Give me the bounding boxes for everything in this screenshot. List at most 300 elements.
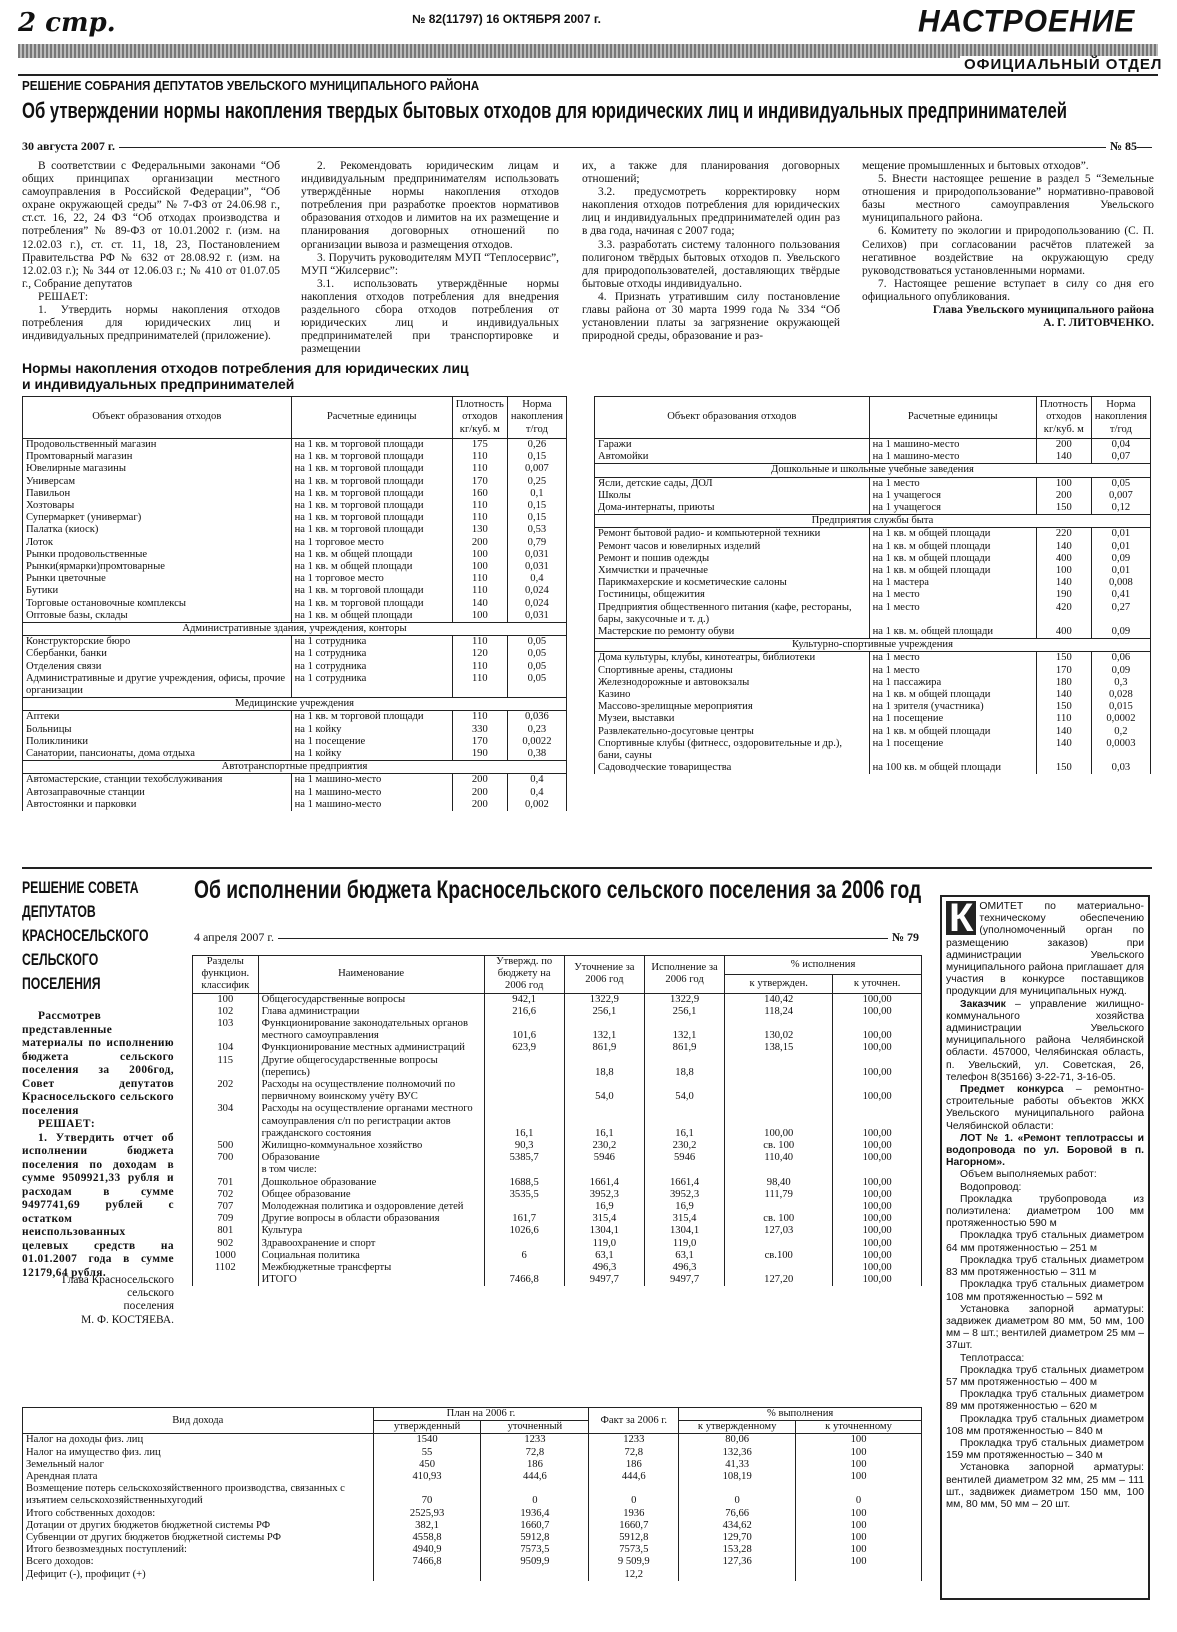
unit-cell: на 1 кв. м торговой площади [291, 463, 452, 475]
value-cell: 1304,1 [644, 1225, 724, 1237]
table-row [193, 1262, 922, 1274]
table-row [23, 488, 567, 500]
value-cell: 256,1 [564, 1006, 644, 1018]
object-cell: Автостоянки и парковки [23, 799, 292, 811]
value-cell [725, 1262, 833, 1274]
name-cell: Всего доходов: [23, 1556, 374, 1568]
object-cell: Химчистки и прачечные [595, 565, 870, 577]
table-row [23, 673, 567, 698]
newspaper-brand: НАСТРОЕНИЕ [918, 4, 1136, 39]
value-cell: св. 100 [725, 1213, 833, 1225]
code-cell: 709 [193, 1213, 259, 1225]
article-date: 30 августа 2007 г. [22, 139, 119, 154]
value-cell: 132,1 [644, 1018, 724, 1042]
norm-cell: 0,25 [507, 476, 566, 488]
value-cell: 9497,7 [644, 1274, 724, 1286]
ad-heat: Теплотрасса: [960, 1352, 1025, 1364]
value-cell [484, 1201, 564, 1213]
a1-col1 [22, 160, 280, 343]
value-cell: 90,3 [484, 1140, 564, 1152]
code-cell: 902 [193, 1238, 259, 1250]
density-cell: 150 [1036, 701, 1091, 713]
value-cell [484, 1079, 564, 1103]
density-cell: 110 [452, 585, 507, 597]
table-row [23, 799, 567, 811]
table-row [193, 1164, 922, 1176]
section-row: Предприятия службы быта [595, 515, 1151, 528]
value-cell [484, 1164, 564, 1176]
value-cell: 9509,9 [481, 1556, 589, 1568]
table-row [23, 1544, 922, 1556]
object-cell: Дома-интернаты, приюты [595, 502, 870, 515]
value-cell: 1322,9 [644, 993, 724, 1006]
code-cell: 202 [193, 1079, 259, 1103]
value-cell [725, 1079, 833, 1103]
table-row [595, 439, 1151, 452]
density-cell: 175 [452, 439, 507, 452]
value-cell: 1540 [373, 1434, 481, 1447]
code-cell [193, 1274, 259, 1286]
table-row [23, 1532, 922, 1544]
value-cell: 153,28 [679, 1544, 796, 1556]
norm-cell: 0,79 [507, 537, 566, 549]
value-cell: 100 [796, 1508, 922, 1520]
col-header: Норма накопления т/год [507, 397, 566, 439]
table-row [23, 451, 567, 463]
unit-cell: на 1 кв. м торговой площади [291, 585, 452, 597]
norm-cell: 0,01 [1091, 528, 1150, 541]
unit-cell: на 1 кв. м общей площади [869, 565, 1036, 577]
code-cell: 707 [193, 1201, 259, 1213]
object-cell: Спортивные арены, стадионы [595, 665, 870, 677]
table-row [23, 661, 567, 673]
value-cell: 100,00 [833, 993, 922, 1006]
table-row [23, 648, 567, 660]
ad-work-item: Прокладка труб стальных диаметром 64 мм протяженностью – 251 м [946, 1230, 1144, 1254]
table-row [23, 1508, 922, 1520]
value-cell: 5912,8 [589, 1532, 679, 1544]
unit-cell: на 1 сотрудника [291, 673, 452, 698]
name-cell: Общегосударственные вопросы [258, 993, 484, 1006]
table-row [595, 689, 1151, 701]
object-cell: Палатка (киоск) [23, 524, 292, 536]
norms-table-left [22, 396, 567, 811]
unit-cell: на 1 кв. м торговой площади [291, 598, 452, 610]
section-row: Автотранспортные предприятия [23, 761, 567, 774]
density-cell: 110 [452, 512, 507, 524]
value-cell: 54,0 [564, 1079, 644, 1103]
name-cell: Социальная политика [258, 1250, 484, 1262]
value-cell: 315,4 [644, 1213, 724, 1225]
value-cell: 100 [796, 1556, 922, 1568]
a1-col2 [301, 160, 559, 356]
col-header: Расчетные единицы [291, 397, 452, 439]
norm-cell: 0,2 [1091, 726, 1150, 738]
norm-cell: 0,27 [1091, 602, 1150, 626]
resolves-label: РЕШАЕТ: [38, 1118, 96, 1130]
norm-cell: 0,09 [1091, 553, 1150, 565]
unit-cell: на 1 посещение [869, 713, 1036, 725]
unit-cell: на 1 машино-место [291, 774, 452, 787]
density-cell: 110 [452, 500, 507, 512]
object-cell: Рынки(ярмарки)промтоварные [23, 561, 292, 573]
value-cell: 623,9 [484, 1042, 564, 1054]
issue-info: № 82(11797) 16 ОКТЯБРЯ 2007 г. [412, 12, 601, 26]
value-cell: 5946 [564, 1152, 644, 1164]
value-cell: 186 [589, 1459, 679, 1471]
value-cell: 100,00 [833, 1225, 922, 1237]
value-cell [679, 1569, 796, 1581]
a2-date: 4 апреля 2007 г. [194, 930, 278, 945]
code-cell: 1000 [193, 1250, 259, 1262]
value-cell: 450 [373, 1459, 481, 1471]
value-cell: 434,62 [679, 1520, 796, 1532]
value-cell: 72,8 [481, 1447, 589, 1459]
density-cell: 180 [1036, 677, 1091, 689]
table-row [23, 1483, 922, 1507]
paragraph: 4. Признать утратившим силу постановление главы района от 30 марта 1999 года № 334 “Об установлении платы за загрязнение окружающей природной среды, образование и раз- [582, 290, 840, 343]
value-cell: 0 [796, 1483, 922, 1507]
table-row [193, 1201, 922, 1213]
value-cell: 129,70 [679, 1532, 796, 1544]
code-cell: 702 [193, 1189, 259, 1201]
norm-cell: 0,002 [507, 799, 566, 811]
density-cell: 120 [452, 648, 507, 660]
unit-cell: на 1 машино-место [291, 787, 452, 799]
section-row: Административные здания, учреждения, конторы [23, 623, 567, 636]
value-cell: 100,00 [833, 1140, 922, 1152]
value-cell: 3952,3 [564, 1189, 644, 1201]
norm-cell: 0,4 [507, 774, 566, 787]
object-cell: Бутики [23, 585, 292, 597]
norm-cell: 0,05 [507, 636, 566, 649]
name-cell: Другие вопросы в области образования [258, 1213, 484, 1225]
a2-kicker-line: ПОСЕЛЕНИЯ [22, 974, 101, 993]
norm-cell: 0,01 [1091, 541, 1150, 553]
object-cell: Конструкторские бюро [23, 636, 292, 649]
table-row [23, 561, 567, 573]
table-row [23, 610, 567, 623]
a1-col4 [862, 160, 1154, 330]
value-cell [484, 1238, 564, 1250]
unit-cell: на 1 посещение [291, 736, 452, 748]
density-cell: 110 [452, 636, 507, 649]
table-row [23, 774, 567, 787]
density-cell: 220 [1036, 528, 1091, 541]
norm-cell: 0,53 [507, 524, 566, 536]
density-cell: 420 [1036, 602, 1091, 626]
norm-cell: 0,05 [507, 673, 566, 698]
density-cell: 200 [1036, 490, 1091, 502]
unit-cell: на 1 кв. м общей площади [869, 553, 1036, 565]
unit-cell: на 1 машино-место [869, 439, 1036, 452]
resolves-label: РЕШАЕТ: [38, 290, 89, 303]
density-cell: 150 [1036, 652, 1091, 665]
code-cell: 104 [193, 1042, 259, 1054]
table-row [23, 500, 567, 512]
table-row [23, 1569, 922, 1581]
table-row [595, 589, 1151, 601]
unit-cell: на 1 сотрудника [291, 648, 452, 660]
paragraph: 3.2. предусмотреть корректировку норм накопления отходов потребления для юридических лиц и индивидуальных предпринимателей один раз в два года, начиная с 2007 года; [582, 186, 840, 238]
section-row: Культурно-спортивные учреждения [595, 639, 1151, 652]
object-cell: Аптеки [23, 711, 292, 724]
page-number: 2 стр. [18, 8, 116, 38]
value-cell [833, 1164, 922, 1176]
unit-cell: на 1 кв. м торговой площади [291, 711, 452, 724]
norm-cell: 0,03 [1091, 762, 1150, 774]
value-cell: 100,00 [833, 1201, 922, 1213]
unit-cell: на 1 торговое место [291, 573, 452, 585]
code-cell: 500 [193, 1140, 259, 1152]
object-cell: Ясли, детские сады, ДОЛ [595, 477, 870, 490]
norm-cell: 0,031 [507, 561, 566, 573]
value-cell: 100,00 [833, 1250, 922, 1262]
unit-cell: на 1 учащегося [869, 502, 1036, 515]
value-cell: 100,00 [833, 1103, 922, 1140]
density-cell: 200 [452, 787, 507, 799]
ad-volume: Объем выполняемых работ: [960, 1169, 1097, 1181]
value-cell: 100 [796, 1459, 922, 1471]
unit-cell: на 1 сотрудника [291, 636, 452, 649]
name-cell: Образование [258, 1152, 484, 1164]
name-cell: ИТОГО [258, 1274, 484, 1286]
unit-cell: на 1 кв. м общей площади [291, 561, 452, 573]
value-cell: 0 [481, 1483, 589, 1507]
name-cell: Расходы на осуществление полномочий по первичному воинскому учёту ВУС [258, 1079, 484, 1103]
name-cell: Функционирование местных администраций [258, 1042, 484, 1054]
ad-work-item: Прокладка труб стальных диаметром 57 мм протяженностью – 400 м [946, 1364, 1144, 1388]
value-cell: 100 [796, 1471, 922, 1483]
norm-cell: 0,007 [1091, 490, 1150, 502]
col-header: Объект образования отходов [23, 397, 292, 439]
object-cell: Продовольственный магазин [23, 439, 292, 452]
value-cell: 1026,6 [484, 1225, 564, 1237]
name-cell: Земельный налог [23, 1459, 374, 1471]
norm-cell: 0,4 [507, 573, 566, 585]
value-cell: 100,00 [833, 1042, 922, 1054]
col-header: Плотность отходов кг/куб. м [1036, 397, 1091, 439]
name-cell: Молодежная политика и оздоровление детей [258, 1201, 484, 1213]
dropcap: К [946, 901, 976, 935]
code-cell: 100 [193, 993, 259, 1006]
section-row: Медицинские учреждения [23, 698, 567, 711]
value-cell [644, 1164, 724, 1176]
table-row [193, 1140, 922, 1152]
norms-title-line: Нормы накопления отходов потребления для юридических лиц [22, 360, 469, 376]
unit-cell: на 1 койку [291, 748, 452, 761]
table-row [595, 451, 1151, 464]
a2-kicker-line: СЕЛЬСКОГО [22, 950, 99, 969]
unit-cell: на 1 зрителя (участника) [869, 701, 1036, 713]
value-cell: 119,0 [564, 1238, 644, 1250]
norm-cell: 0,26 [507, 439, 566, 452]
density-cell: 110 [452, 661, 507, 673]
signature-name: А. Г. ЛИТОВЧЕНКО. [1043, 317, 1154, 330]
norm-cell: 0,09 [1091, 665, 1150, 677]
norms-title [22, 360, 469, 392]
table-row [595, 477, 1151, 490]
norm-cell: 0,01 [1091, 565, 1150, 577]
a2-body [22, 1010, 174, 1280]
value-cell: 9 509,9 [589, 1556, 679, 1568]
object-cell: Казино [595, 689, 870, 701]
value-cell: 1322,9 [564, 993, 644, 1006]
norm-cell: 0,04 [1091, 439, 1150, 452]
ad-work-item: Прокладка трубопровода из полиэтилена: диаметром 100 мм протяженностью 590 м [946, 1193, 1144, 1230]
value-cell: 100,00 [833, 1079, 922, 1103]
unit-cell: на 1 кв. м общей площади [869, 541, 1036, 553]
table-row [23, 724, 567, 736]
value-cell: 100 [796, 1544, 922, 1556]
density-cell: 140 [1036, 451, 1091, 464]
value-cell: 18,8 [644, 1055, 724, 1079]
name-cell: Налог на доходы физ. лиц [23, 1434, 374, 1447]
density-cell: 140 [1036, 541, 1091, 553]
table-row [23, 537, 567, 549]
paragraph: 2. Рекомендовать юридическим лицам и индивидуальным предпринимателям использовать утверждённые нормы накопления отходов потребления при разработке проектов нормативов образования отходов и лимитов на их размещение и планирования договорных отношений по организации вывоза и размещения отходов. [301, 160, 559, 251]
norm-cell: 0,07 [1091, 451, 1150, 464]
value-cell: 16,9 [644, 1201, 724, 1213]
table-row [193, 1177, 922, 1189]
table-row [595, 577, 1151, 589]
density-cell: 170 [452, 736, 507, 748]
table-row [595, 541, 1151, 553]
density-cell: 110 [452, 451, 507, 463]
table-row [595, 602, 1151, 626]
object-cell: Универсам [23, 476, 292, 488]
ad-work-item: Прокладка труб стальных диаметром 83 мм протяженностью – 311 м [946, 1254, 1144, 1279]
object-cell: Развлекательно-досуговые центры [595, 726, 870, 738]
code-cell: 115 [193, 1055, 259, 1079]
unit-cell: на 1 торговое место [291, 537, 452, 549]
density-cell: 140 [452, 598, 507, 610]
table-row [23, 1459, 922, 1471]
table-row [23, 636, 567, 649]
table-row [193, 1152, 922, 1164]
paragraph: В соответствии с Федеральными законами “Об общих принципах организации местного самоуправления в Российской Федерации”, “Об охране окружающей среды” № 7-ФЗ от 24.06.98 г., ст.ст. 16, 22, 24 ФЗ “Об отходах производства и потребления” № 89-ФЗ от 10.01.2002 г. (изм. на 12.02.03 г.), ст. ст. 11, 18, 23, Постановлением Правительства РФ № 632 от 28.08.92 г. (изм. на 12.02.03 г.); № 344 от 12.06.03 г.; № 410 от 01.07.05 г., Собрание депутатов [22, 160, 280, 290]
table-row [23, 573, 567, 585]
value-cell: 100,00 [833, 1213, 922, 1225]
density-cell: 200 [452, 774, 507, 787]
value-cell: 72,8 [589, 1447, 679, 1459]
density-cell: 110 [452, 463, 507, 475]
table-row [23, 1556, 922, 1568]
section-row: Дошкольные и школьные учебные заведения [595, 464, 1151, 477]
object-cell: Ремонт и пошив одежды [595, 553, 870, 565]
name-cell: Культура [258, 1225, 484, 1237]
object-cell: Предприятия общественного питания (кафе, рестораны, бары, закусочные и т. д.) [595, 602, 870, 626]
value-cell: 111,79 [725, 1189, 833, 1201]
density-cell: 100 [452, 610, 507, 623]
value-cell: 100 [796, 1447, 922, 1459]
col-header: к утвержден. [725, 974, 833, 993]
table-row [193, 1018, 922, 1042]
norm-cell: 0,024 [507, 585, 566, 597]
name-cell: Глава администрации [258, 1006, 484, 1018]
norm-cell: 0,09 [1091, 626, 1150, 639]
density-cell: 140 [1036, 577, 1091, 589]
value-cell: 1688,5 [484, 1177, 564, 1189]
a2-kicker [22, 876, 149, 996]
a1-col3 [582, 160, 840, 343]
col-header: к уточнен. [833, 974, 922, 993]
object-cell: Гаражи [595, 439, 870, 452]
value-cell: 70 [373, 1483, 481, 1507]
ad-work-item: Прокладка труб стальных диаметром 89 мм протяженностью – 620 м [946, 1389, 1144, 1413]
unit-cell: на 1 кв. м торговой площади [291, 439, 452, 452]
unit-cell: на 1 кв. м общей площади [291, 610, 452, 623]
density-cell: 200 [452, 799, 507, 811]
unit-cell: на 1 кв. м общей площади [291, 549, 452, 561]
value-cell: 119,0 [644, 1238, 724, 1250]
table-row [595, 738, 1151, 762]
object-cell: Поликлиники [23, 736, 292, 748]
value-cell: 161,7 [484, 1213, 564, 1225]
code-cell: 304 [193, 1103, 259, 1140]
table-row [23, 1471, 922, 1483]
value-cell: 100,00 [833, 1262, 922, 1274]
unit-cell: на 1 кв. м торговой площади [291, 500, 452, 512]
density-cell: 140 [1036, 726, 1091, 738]
value-cell: 444,6 [481, 1471, 589, 1483]
table-row [595, 502, 1151, 515]
value-cell: 230,2 [564, 1140, 644, 1152]
name-cell: Расходы на осуществление органами местного самоуправления с/п по регистрации актов гражданского состояния [258, 1103, 484, 1140]
norm-cell: 0,007 [507, 463, 566, 475]
value-cell: 100 [796, 1532, 922, 1544]
name-cell: Функционирование законодательных органов местного самоуправления [258, 1018, 484, 1042]
object-cell: Гостиницы, общежития [595, 589, 870, 601]
value-cell: 12,2 [589, 1569, 679, 1581]
norm-cell: 0,05 [1091, 477, 1150, 490]
name-cell: Дефицит (-), профицит (+) [23, 1569, 374, 1581]
value-cell: 1304,1 [564, 1225, 644, 1237]
col-header: Объект образования отходов [595, 397, 870, 439]
table-row [23, 1520, 922, 1532]
value-cell: 16,9 [564, 1201, 644, 1213]
object-cell: Железнодорожные и автовокзалы [595, 677, 870, 689]
name-cell: Итого безвозмездных поступлений: [23, 1544, 374, 1556]
table-row [193, 1103, 922, 1140]
unit-cell: на 1 кв. м общей площади [869, 726, 1036, 738]
value-cell: 16,1 [484, 1103, 564, 1140]
unit-cell: на 1 кв. м торговой площади [291, 524, 452, 536]
table-row [23, 736, 567, 748]
article-number: № 85 [1106, 139, 1137, 154]
value-cell [484, 1262, 564, 1274]
object-cell: Школы [595, 490, 870, 502]
table-row [595, 726, 1151, 738]
norm-cell: 0,06 [1091, 652, 1150, 665]
norm-cell: 0,38 [507, 748, 566, 761]
a2-kicker-line: КРАСНОСЕЛЬСКОГО [22, 926, 149, 945]
value-cell: 3952,3 [644, 1189, 724, 1201]
value-cell: 80,06 [679, 1434, 796, 1447]
value-cell: 100,00 [833, 1055, 922, 1079]
value-cell: 100,00 [833, 1018, 922, 1042]
signature-line: поселения [123, 1300, 174, 1313]
norm-cell: 0,031 [507, 549, 566, 561]
density-cell: 110 [452, 573, 507, 585]
col-header: План на 2006 г. [373, 1408, 589, 1421]
unit-cell: на 1 место [869, 589, 1036, 601]
name-cell: Жилищно-коммунальное хозяйство [258, 1140, 484, 1152]
unit-cell: на 1 кв. м торговой площади [291, 476, 452, 488]
paragraph: 3.3. разработать систему талонного пользования полигоном твёрдых бытовых отходов п. Увельского для природопользователей, доставляющих твёрдые бытовые отходы индивидуально. [582, 238, 840, 290]
norm-cell: 0,15 [507, 451, 566, 463]
object-cell: Парикмахерские и косметические салоны [595, 577, 870, 589]
